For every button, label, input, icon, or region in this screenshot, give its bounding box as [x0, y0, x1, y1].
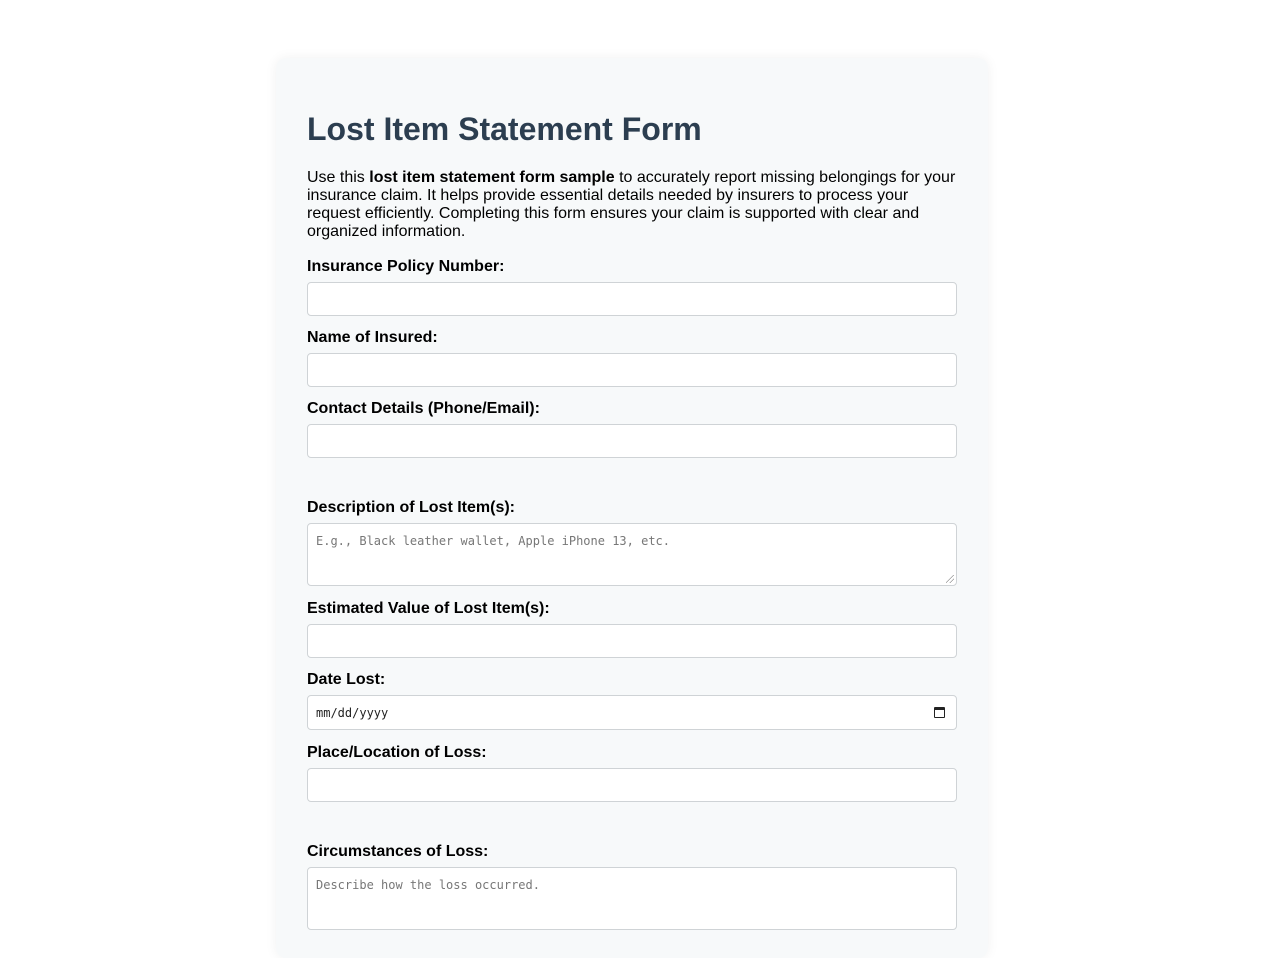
intro-prefix: Use this	[307, 169, 370, 186]
page-title: Lost Item Statement Form	[307, 111, 702, 147]
policy-number-label: Insurance Policy Number:	[307, 258, 505, 275]
estimated-value-input[interactable]	[307, 624, 957, 658]
location-label: Place/Location of Loss:	[307, 744, 487, 761]
insured-name-label: Name of Insured:	[307, 329, 438, 346]
estimated-value-label: Estimated Value of Lost Item(s):	[307, 600, 550, 617]
circumstances-textarea[interactable]	[307, 867, 957, 930]
circumstances-placeholder: Describe how the loss occurred.	[316, 878, 540, 892]
contact-details-label: Contact Details (Phone/Email):	[307, 400, 540, 417]
date-lost-label: Date Lost:	[307, 671, 386, 688]
date-placeholder: mm/dd/yyyy	[316, 705, 389, 720]
contact-details-input[interactable]	[307, 424, 957, 458]
intro-text	[307, 169, 959, 241]
description-textarea[interactable]	[307, 523, 957, 586]
form-card	[276, 58, 988, 958]
intro-suffix: to accurately report missing belongings for your insurance claim. It helps provide essential details needed by insurers to process your request efficiently. Completing this form ensures your claim is supported with clear and organized information.	[307, 169, 956, 240]
policy-number-input[interactable]	[307, 282, 957, 316]
location-input[interactable]	[307, 768, 957, 802]
resize-handle-icon[interactable]	[946, 575, 954, 583]
calendar-icon[interactable]	[934, 707, 945, 718]
description-label: Description of Lost Item(s):	[307, 499, 516, 516]
date-lost-input[interactable]	[307, 695, 957, 730]
intro-bold: lost item statement form sample	[369, 169, 615, 186]
insured-name-input[interactable]	[307, 353, 957, 387]
description-placeholder: E.g., Black leather wallet, Apple iPhone 13, etc.	[316, 534, 671, 548]
circumstances-label: Circumstances of Loss:	[307, 843, 489, 860]
